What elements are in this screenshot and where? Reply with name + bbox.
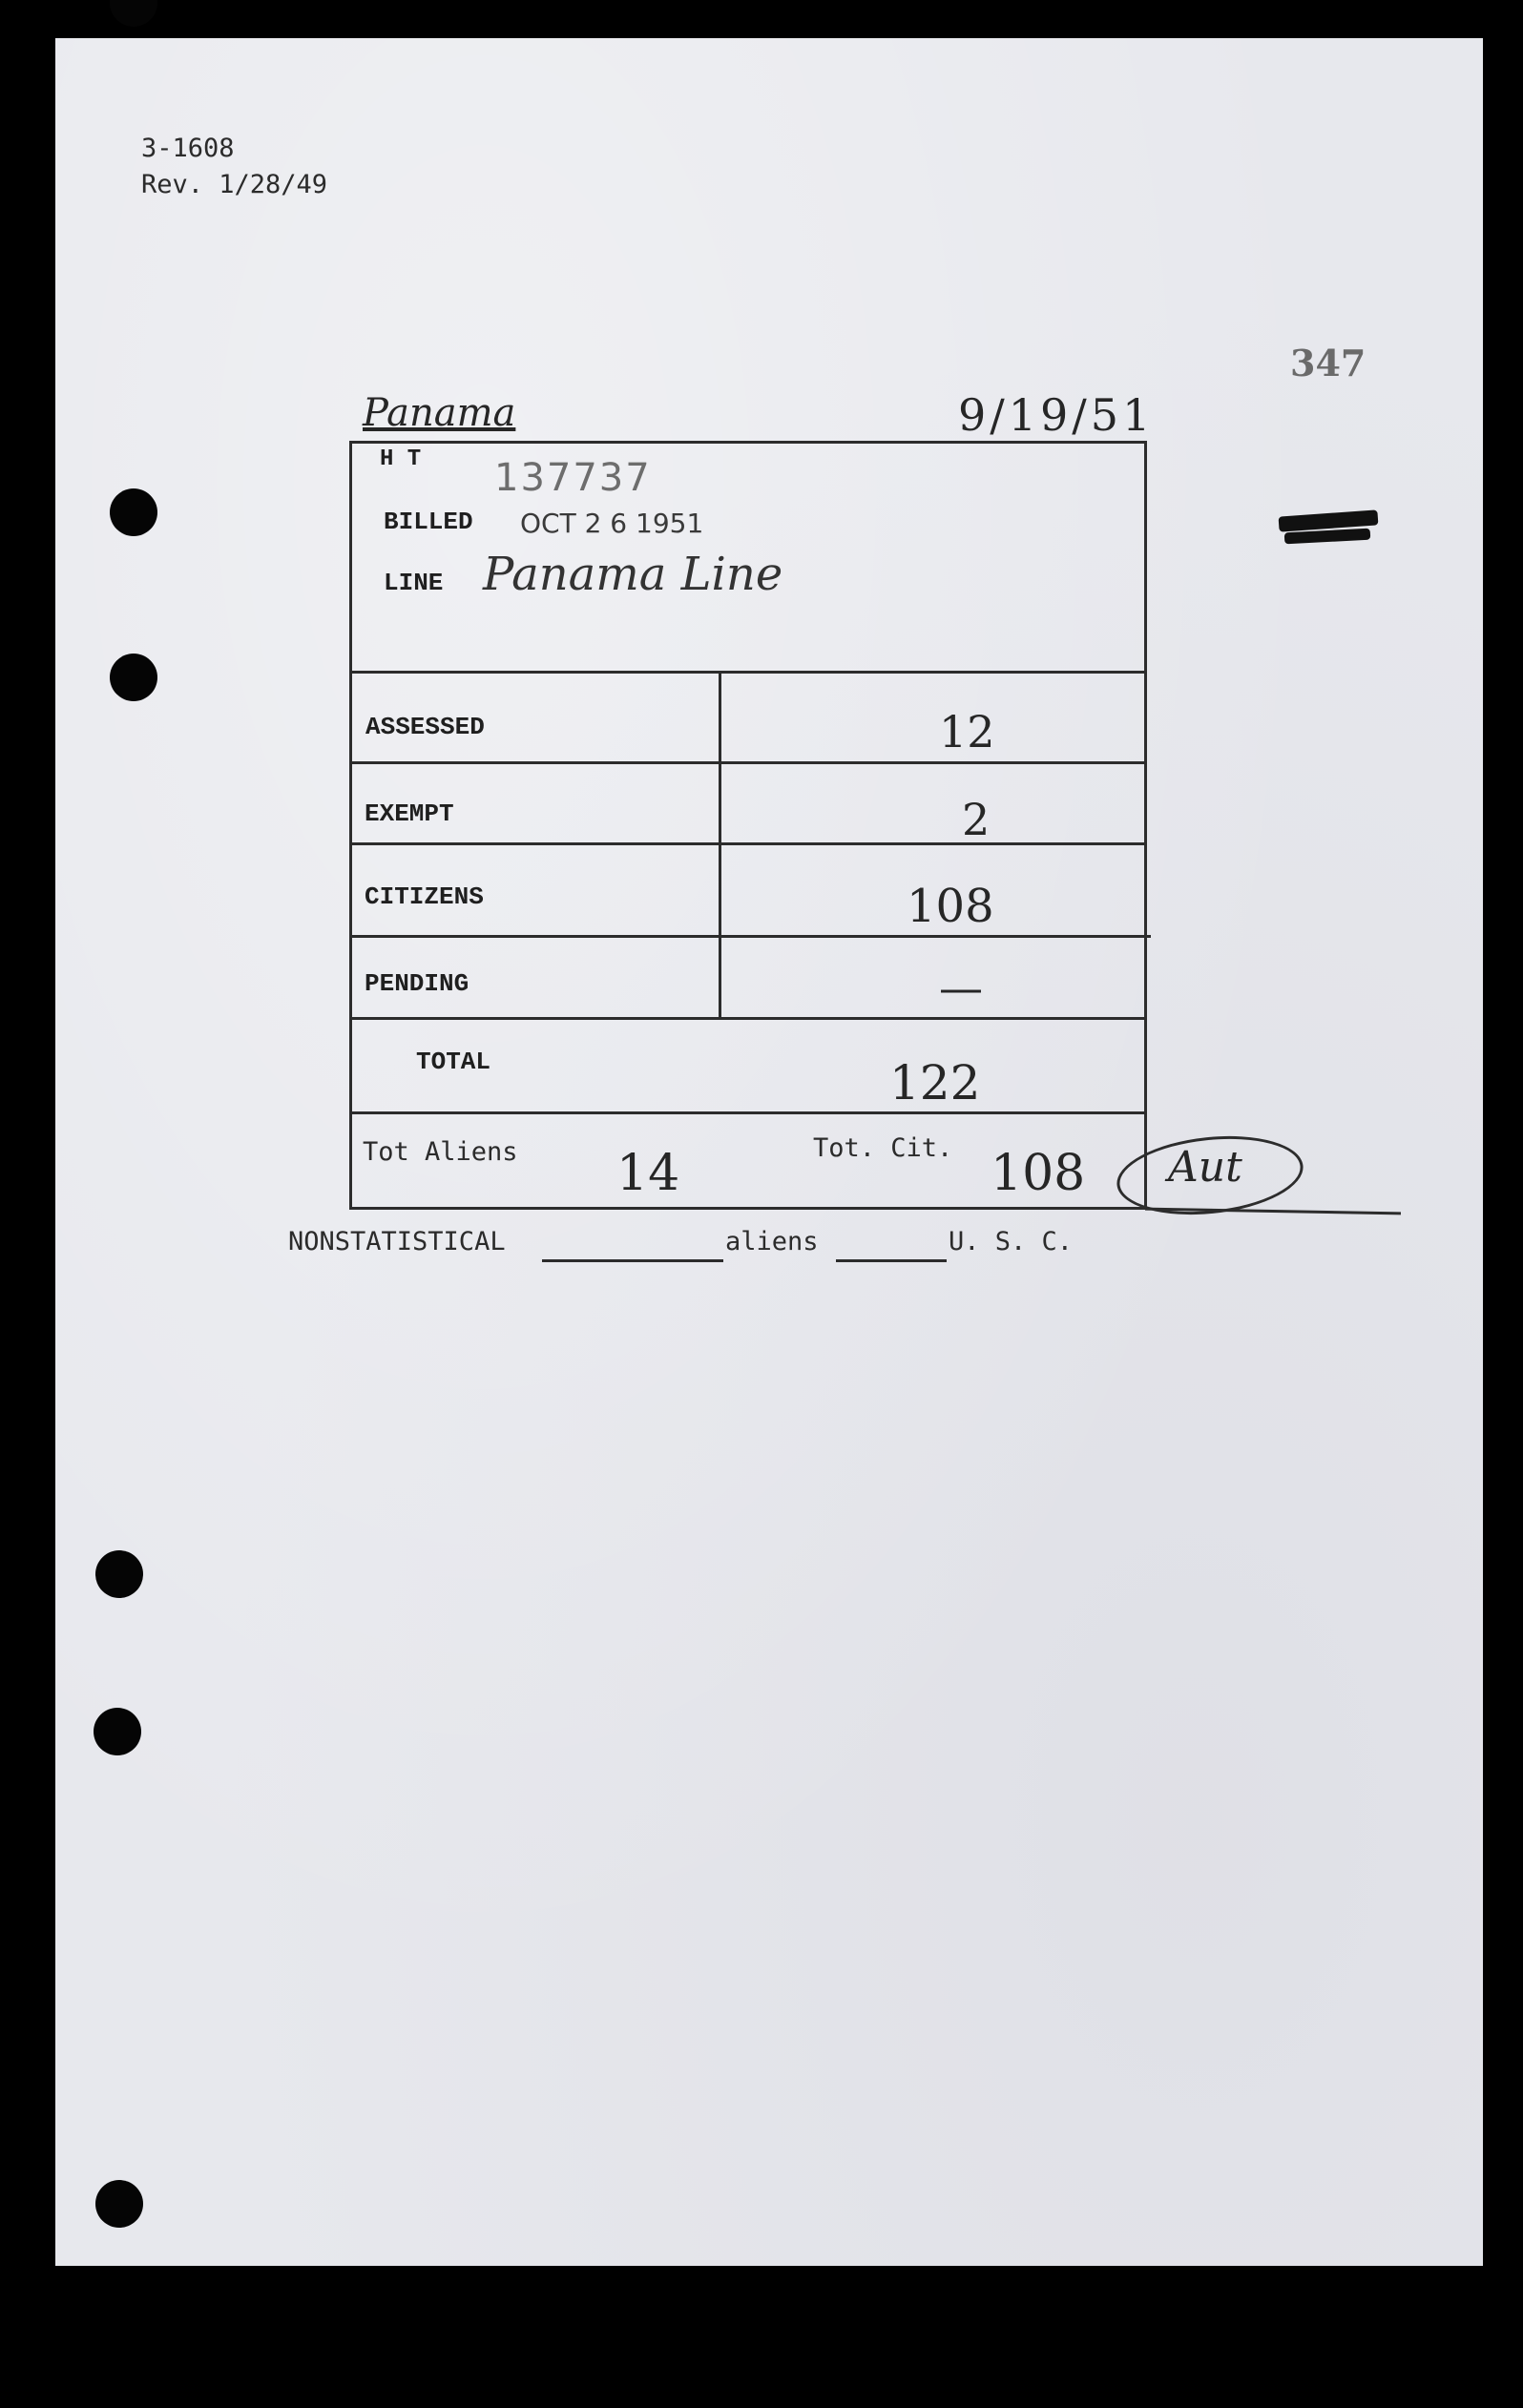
pending-value: — <box>939 962 983 1013</box>
punch-hole <box>110 488 157 536</box>
tot-aliens-value: 14 <box>616 1145 680 1202</box>
tot-cit-value: 108 <box>991 1145 1086 1202</box>
column-divider <box>719 671 721 1017</box>
billed-label: BILLED <box>384 508 473 536</box>
divider <box>349 1111 1147 1114</box>
form-code: 3-1608 <box>141 134 235 163</box>
divider <box>349 671 1147 674</box>
ht-label: H T <box>380 446 422 472</box>
aliens-blank <box>836 1259 947 1262</box>
line-value: Panama Line <box>483 548 783 601</box>
divider <box>349 761 1147 764</box>
handwritten-place: Panama <box>363 391 516 435</box>
punch-hole <box>110 0 157 27</box>
divider <box>349 842 1147 845</box>
tot-aliens-label: Tot Aliens <box>363 1137 518 1167</box>
nonstatistical-blank <box>542 1259 723 1262</box>
aliens-label: aliens <box>725 1227 819 1256</box>
handwritten-date: 9/19/51 <box>958 389 1155 441</box>
form-revision: Rev. 1/28/49 <box>141 170 328 199</box>
punch-hole <box>95 2180 143 2228</box>
exempt-label: EXEMPT <box>365 799 454 828</box>
pending-label: PENDING <box>365 969 469 998</box>
exempt-value: 2 <box>962 794 991 845</box>
nonstatistical-label: NONSTATISTICAL <box>288 1227 506 1256</box>
total-label: TOTAL <box>416 1048 491 1076</box>
total-value: 122 <box>889 1055 981 1111</box>
citizens-value: 108 <box>907 880 994 933</box>
divider <box>349 935 1151 938</box>
ht-number: 137737 <box>494 456 652 500</box>
punch-hole <box>94 1708 141 1755</box>
punch-hole <box>110 654 157 701</box>
citizens-label: CITIZENS <box>365 882 484 911</box>
page-number: 347 <box>1290 342 1367 384</box>
divider <box>349 1017 1147 1020</box>
usc-label: U. S. C. <box>949 1227 1074 1256</box>
initials: Aut <box>1168 1143 1242 1192</box>
tot-cit-label: Tot. Cit. <box>813 1133 953 1163</box>
punch-hole <box>95 1550 143 1598</box>
line-label: LINE <box>384 569 444 597</box>
billed-stamp: OCT 2 6 1951 <box>520 508 704 539</box>
assessed-label: ASSESSED <box>365 713 485 741</box>
assessed-value: 12 <box>939 706 995 758</box>
